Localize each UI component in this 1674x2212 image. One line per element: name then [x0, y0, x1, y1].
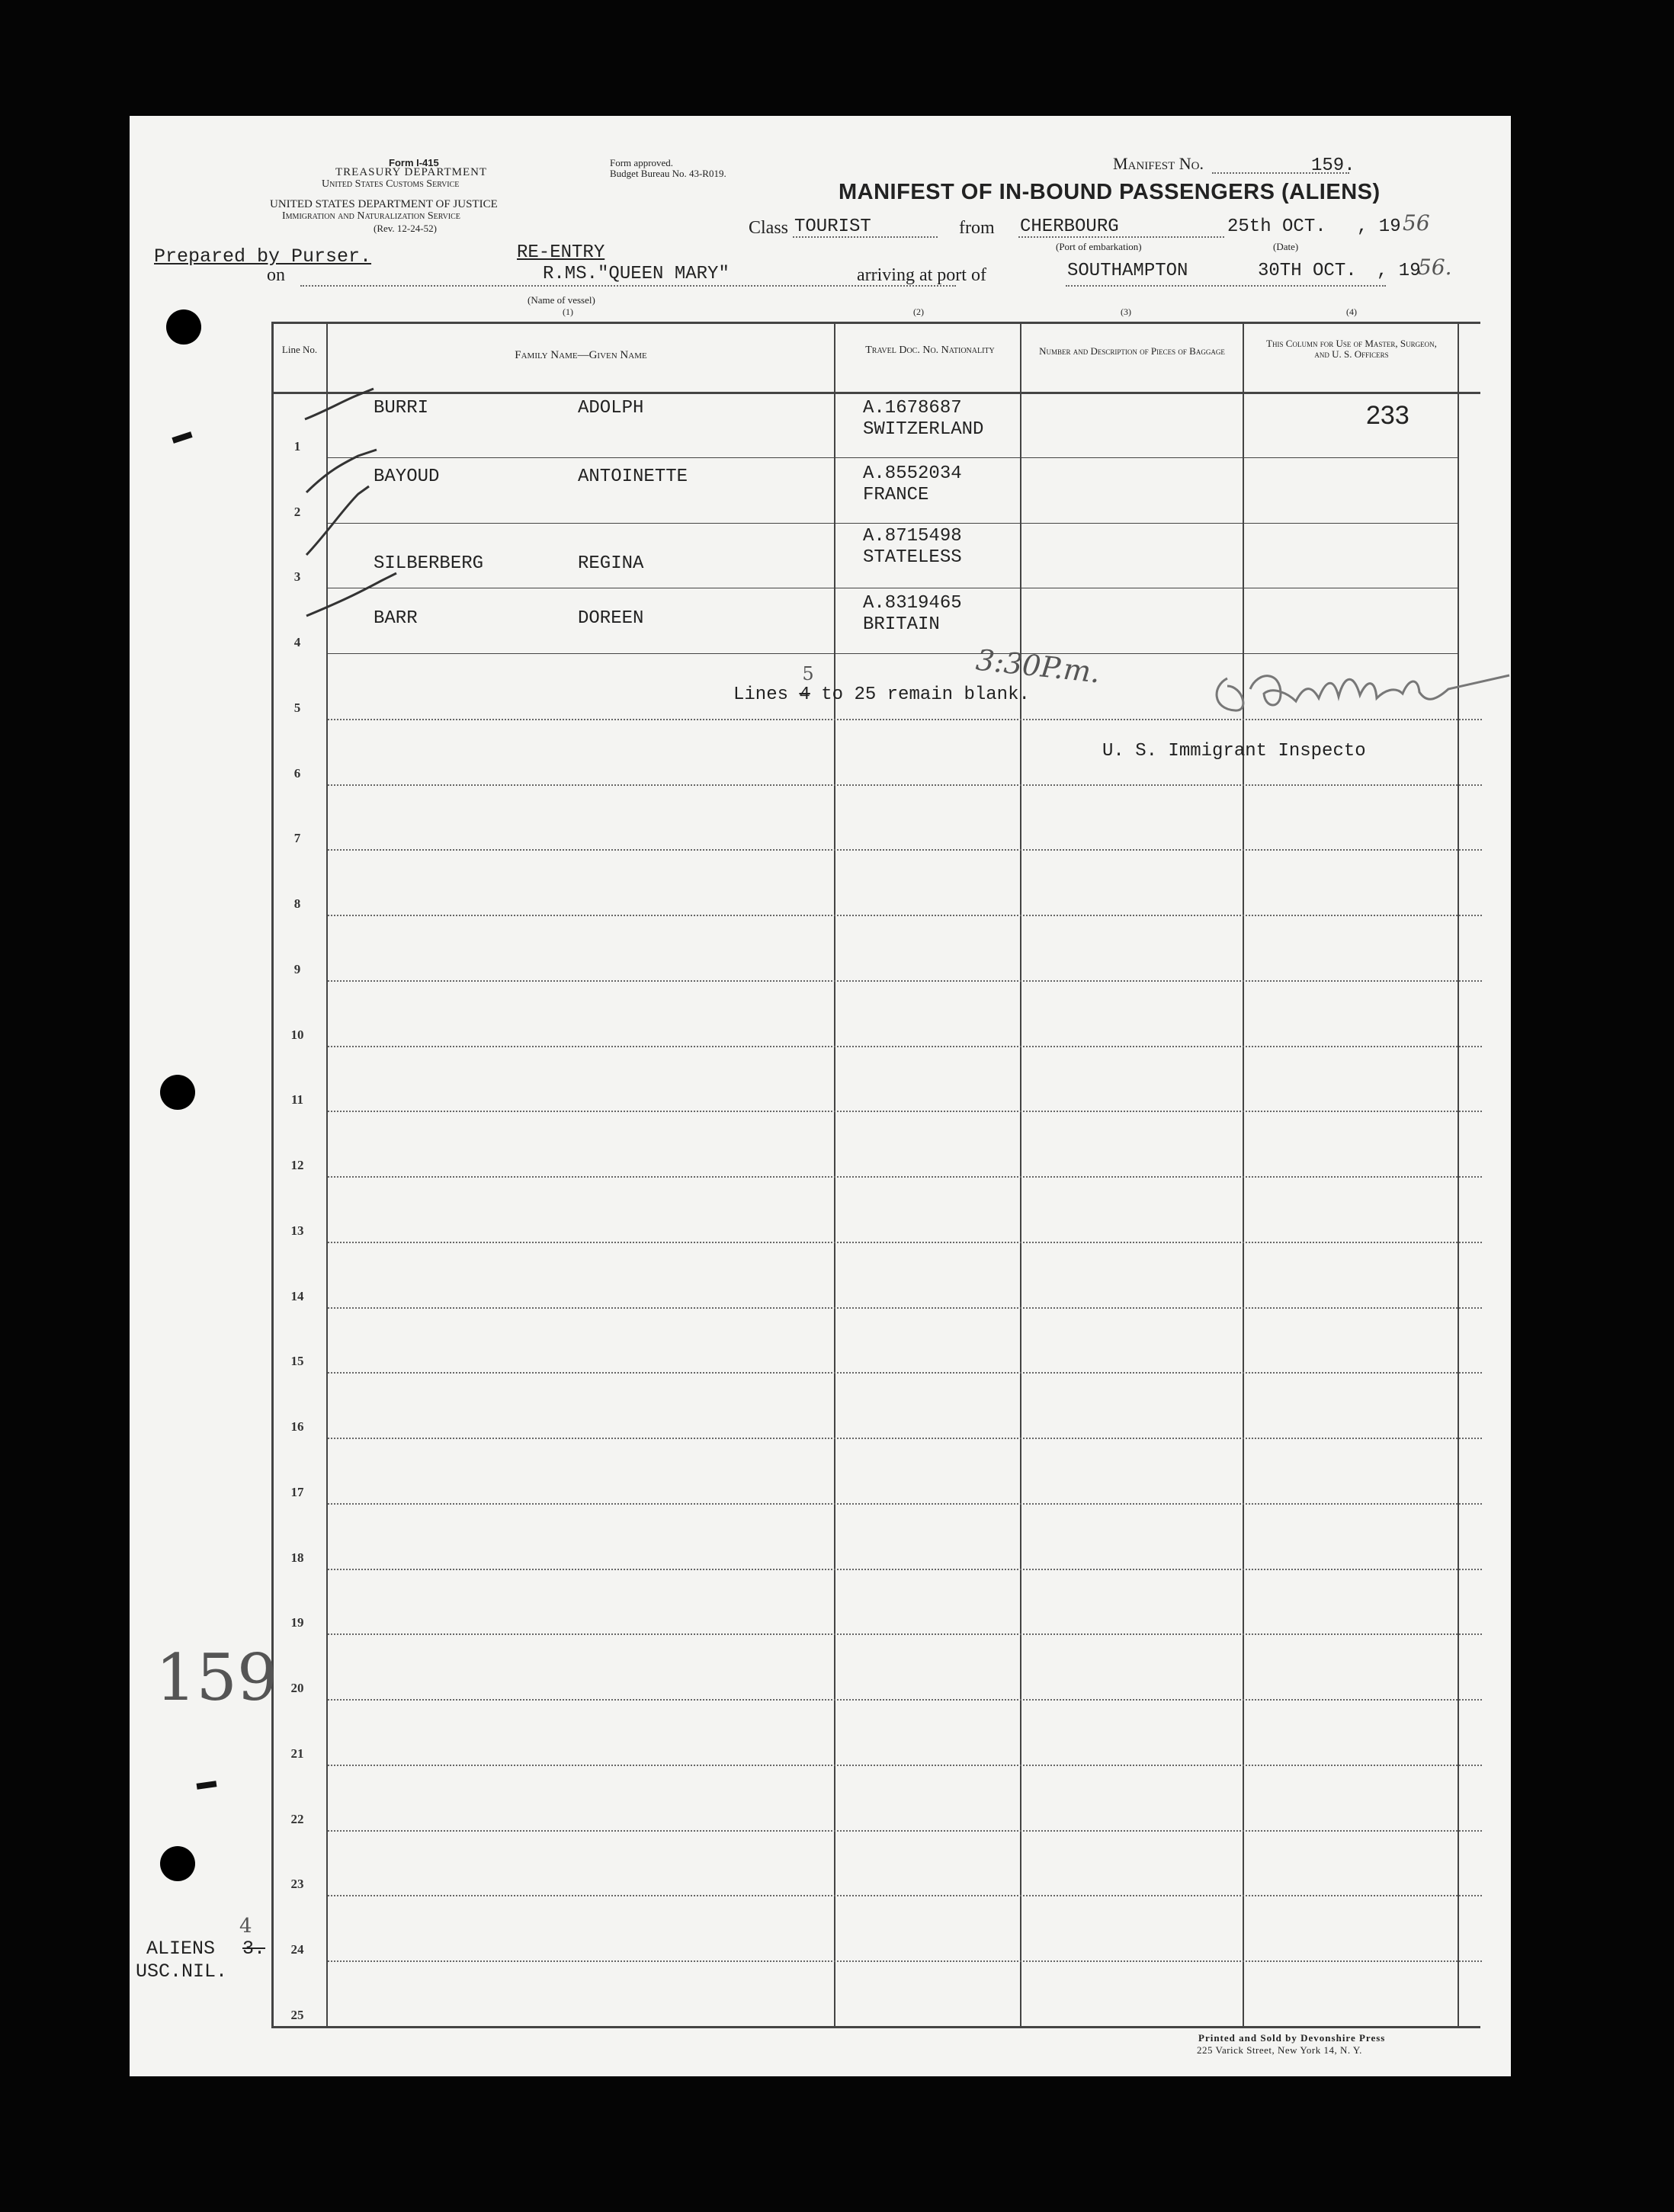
punch-hole-middle: [160, 1075, 195, 1110]
line-number: 1: [293, 438, 301, 454]
nationality: FRANCE: [863, 485, 929, 505]
line-number: 22: [290, 1811, 304, 1826]
line-number: 7: [293, 831, 301, 846]
form-revision: (Rev. 12-24-52): [374, 223, 437, 234]
line-number: 19: [290, 1615, 304, 1630]
row-separator: [328, 849, 1482, 851]
header-officers: This Column for Use of Master, Surgeon, and U. S. Officers: [1266, 338, 1437, 360]
strike-marks: [297, 380, 404, 646]
form-number: Form I-415: [389, 157, 439, 168]
row-separator: [328, 915, 1482, 916]
blank-lines-note: [733, 663, 1030, 705]
nationality: STATELESS: [863, 547, 962, 568]
prepared-by: Prepared by Purser.: [154, 245, 372, 268]
reentry-note: RE-ENTRY: [517, 242, 605, 263]
ins-service: Immigration and Naturalization Service: [282, 210, 460, 222]
given-name: REGINA: [578, 553, 644, 574]
vessel-caption: (Name of vessel): [528, 294, 595, 306]
line-number: 24: [290, 1942, 304, 1957]
given-name: ANTOINETTE: [578, 466, 688, 487]
row-separator: [328, 1242, 1482, 1243]
vessel-name: R.MS."QUEEN MARY": [543, 264, 730, 284]
from-label: from: [959, 218, 995, 238]
col-num-2: (2): [913, 306, 924, 317]
usc-label: USC.NIL.: [136, 1960, 228, 1983]
given-name: ADOLPH: [578, 398, 644, 418]
row-separator: [328, 1765, 1482, 1766]
class-label: Class: [749, 218, 789, 238]
aliens-count-corrected: 4: [239, 1915, 252, 1938]
row-separator: [328, 980, 1482, 982]
blank-note-prefix: Lines: [733, 684, 789, 705]
aliens-label: ALIENS: [146, 1938, 216, 1960]
line-number: 11: [290, 1092, 304, 1108]
line-number: 20: [290, 1681, 304, 1696]
line-number: 6: [293, 765, 301, 781]
embarkation-year: 56: [1403, 210, 1430, 236]
row-separator: [328, 1307, 1482, 1309]
row-separator: [326, 457, 1458, 458]
manifest-no-value: 159.: [1311, 155, 1355, 176]
row-separator: [328, 1960, 1482, 1962]
line-number: 25: [290, 2008, 304, 2022]
travel-doc-no: A.1678687: [863, 398, 962, 418]
margin-mark: [172, 431, 192, 444]
row-separator: [328, 1895, 1482, 1896]
officer-note: 233: [1366, 401, 1409, 430]
line-number: 15: [290, 1354, 304, 1369]
nationality: SWITZERLAND: [863, 419, 984, 440]
printer-line-2: 225 Varick Street, New York 14, N. Y.: [1197, 2044, 1362, 2056]
family-name: SILBERBERG: [374, 553, 484, 574]
embarkation-year-prefix: , 19: [1357, 216, 1401, 237]
line-number: 21: [290, 1746, 304, 1761]
row-separator: [328, 1699, 1482, 1701]
on-label: on: [267, 265, 285, 285]
line-number: 4: [293, 635, 301, 650]
arrival-date: 30TH OCT.: [1258, 261, 1357, 281]
row-separator: [326, 523, 1458, 524]
line-number: 23: [290, 1877, 304, 1892]
line-number: 3: [293, 569, 301, 585]
header-line-no: Line No.: [281, 344, 318, 355]
margin-mark: [197, 1781, 217, 1790]
row-separator: [328, 1503, 1482, 1505]
manifest-no-label: Manifest No.: [1113, 154, 1204, 173]
col-num-1: (1): [563, 306, 573, 317]
punch-hole-top: [166, 309, 201, 345]
line-number: 13: [290, 1223, 304, 1238]
family-name: BURRI: [374, 398, 429, 418]
line-number: 18: [290, 1550, 304, 1565]
line-number: 9: [293, 961, 301, 976]
arrival-year: 56.: [1418, 255, 1452, 280]
row-separator: [328, 784, 1482, 786]
line-number: 2: [293, 504, 301, 519]
row-separator: [328, 1633, 1482, 1635]
page-title: MANIFEST OF IN-BOUND PASSENGERS (ALIENS): [839, 180, 1381, 204]
given-name: DOREEN: [578, 608, 644, 629]
date-caption: (Date): [1273, 241, 1299, 252]
margin-handwritten-number: 159: [156, 1640, 278, 1715]
port-embark-caption: (Port of embarkation): [1056, 241, 1142, 252]
line-number: 14: [290, 1288, 304, 1303]
row-separator: [328, 1176, 1482, 1178]
line-number: 12: [290, 1158, 304, 1173]
form-approved: Form approved.: [610, 157, 674, 168]
travel-doc-no: A.8319465: [863, 593, 962, 614]
printer-line-1: Printed and Sold by Devonshire Press: [1198, 2032, 1386, 2044]
arrival-port: SOUTHAMPTON: [1067, 261, 1188, 281]
arriving-label: arriving at port of: [857, 265, 986, 285]
row-separator: [328, 1111, 1482, 1112]
arrival-year-prefix: , 19: [1377, 261, 1421, 281]
port-of-embarkation: CHERBOURG: [1020, 216, 1119, 237]
travel-doc-no: A.8715498: [863, 526, 962, 547]
punch-hole-bottom: [160, 1846, 195, 1881]
row-separator: [328, 1569, 1482, 1570]
aliens-count-struck: 3.: [242, 1938, 266, 1960]
blank-note-suffix: to 25 remain blank.: [821, 684, 1030, 705]
blank-note-struck: 4: [799, 684, 810, 705]
treasury-dept: TREASURY DEPARTMENT: [335, 166, 488, 178]
line-number: 16: [290, 1419, 304, 1435]
col-num-4: (4): [1346, 306, 1357, 317]
row-separator: [328, 1830, 1482, 1832]
family-name: BAYOUD: [374, 466, 440, 487]
row-separator: [328, 1372, 1482, 1374]
time-note: 3:30P.m.: [974, 643, 1102, 690]
line-number: 17: [290, 1484, 304, 1499]
header-name: Family Name—Given Name: [515, 349, 647, 361]
row-separator: [328, 1438, 1482, 1439]
header-travel-doc: Travel Doc. No. Nationality: [865, 345, 995, 356]
family-name: BARR: [374, 608, 418, 629]
header-baggage: Number and Description of Pieces of Baggage: [1039, 345, 1225, 357]
inspector-label: U. S. Immigrant Inspecto: [1102, 741, 1366, 761]
budget-bureau-no: Budget Bureau No. 43-R019.: [610, 168, 726, 179]
row-separator: [328, 1046, 1482, 1047]
justice-dept: UNITED STATES DEPARTMENT OF JUSTICE: [270, 198, 498, 210]
travel-doc-no: A.8552034: [863, 463, 962, 484]
line-number: 8: [293, 896, 301, 912]
embarkation-date: 25th OCT.: [1227, 216, 1326, 237]
manifest-page: [130, 116, 1511, 2076]
line-number: 10: [290, 1027, 304, 1042]
inspector-signature: [1204, 656, 1525, 732]
col-num-3: (3): [1121, 306, 1131, 317]
class-value: TOURIST: [794, 216, 871, 237]
blank-note-corrected: 5: [802, 663, 814, 684]
nationality: BRITAIN: [863, 614, 940, 635]
customs-service: United States Customs Service: [322, 178, 460, 190]
line-number: 5: [293, 700, 301, 715]
row-separator: [326, 653, 1458, 654]
